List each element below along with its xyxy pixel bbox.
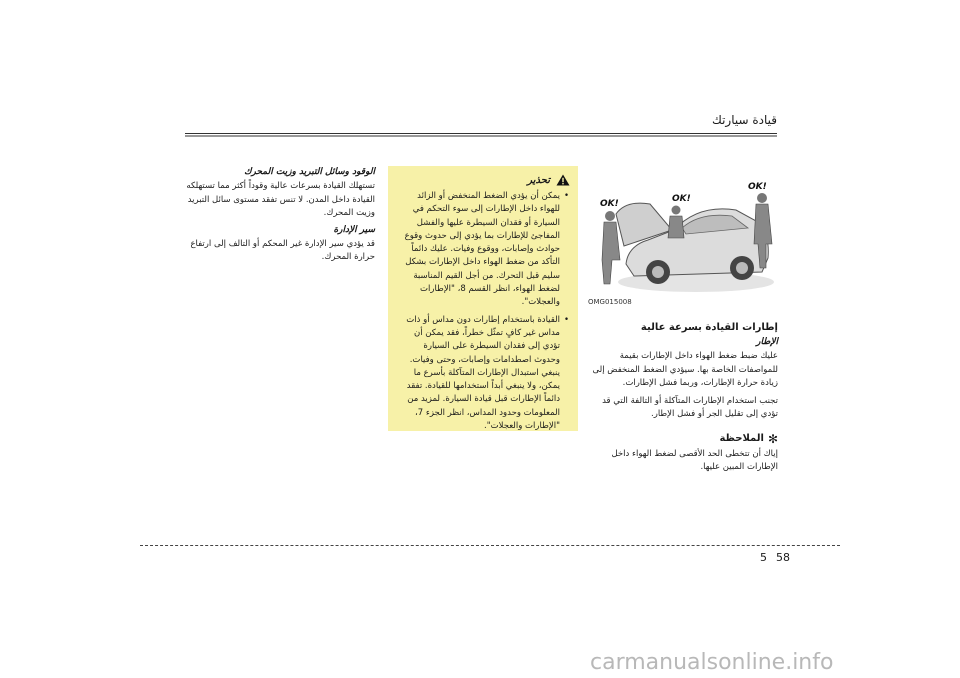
caution-heading xyxy=(586,432,778,446)
fuel-coolant-title: الوقود وسائل التبريد وزيت المحرك xyxy=(244,167,375,177)
watermark: carmanualsonline.info xyxy=(590,650,834,675)
warning-list xyxy=(396,190,570,433)
subsection-title: الإطار xyxy=(756,337,778,347)
paragraph-tire-pressure: عليك ضبط ضغط الهواء داخل الإطارات بقيمة للمواصفات الخاصة بها. سيؤدي الضغط المنخفض إلى زيادة حرارة الإطارات، وربما فشل الإطارات. xyxy=(592,351,778,388)
right-column xyxy=(586,164,778,479)
ok-label-right: OK! xyxy=(748,182,767,192)
footer-rule xyxy=(140,545,840,546)
section-title: إطارات القيادة بسرعة عالية xyxy=(640,322,778,333)
illustration-code: OMG015008 xyxy=(588,298,632,306)
asterisk-icon: ✻ xyxy=(767,431,778,446)
ok-label-center: OK! xyxy=(672,194,691,204)
car-illustration xyxy=(586,164,778,314)
drive-belt-title: سير الإدارة xyxy=(333,224,375,235)
warning-box xyxy=(388,166,578,431)
warning-heading xyxy=(396,174,570,186)
header-title: قيادة سيارتك xyxy=(711,113,777,127)
fuel-coolant-paragraph: تستهلك القيادة بسرعات عالية وقوداً أكثر مما تستهلكه القيادة داخل المدن. لا تنس تفقد مستوى سائل التبريد وزيت المحرك. xyxy=(186,181,375,218)
left-column xyxy=(185,165,375,269)
warning-item: • القيادة باستخدام إطارات دون مداس أو ذات مداس غير كافٍ تمثّل خطراً، فقد يمكن أن تؤدي إلى فقدان السيطرة على السيارة وحدوث اصطدامات وإصابات، وحتى وفيات. ينبغي استبدال الإطارات المتآكلة بأسرع ما يمكن، ولا ينبغي أبداً استخدامها للقيادة. تفقد دائماً الإطارات قبل قيادة السيارة. لمزيد من المعلومات وحدود المداس، انظر الجزء 7، "الإطارات والعجلات". xyxy=(396,314,560,434)
caution-text: إياك أن تتخطى الحد الأقصى لضغط الهواء داخل الإطارات المبين عليها. xyxy=(611,448,778,472)
warning-title: تحذير xyxy=(527,174,550,186)
paragraph-worn-tires: تجنب استخدام الإطارات المتآكلة أو التالفة التي قد تؤدي إلى تقليل الجر أو فشل الإطار. xyxy=(602,395,778,419)
page-number: 58 xyxy=(776,551,790,564)
ok-label-left: OK! xyxy=(600,199,619,209)
header-rule xyxy=(185,133,777,137)
page-section-number: 5 xyxy=(760,551,767,564)
caution-title: الملاحظة xyxy=(719,433,764,444)
warning-item: • يمكن أن يؤدي الضغط المنخفض أو الزائد للهواء داخل الإطارات إلى سوء التحكم في السيارة أو فقدان السيطرة عليها والفشل المفاجئ للإطارات بما يؤدي إلى حدوث وقوع حوادث وإصابات، ووقوع وفيات. عليك دائماً التأكد من ضغط الهواء داخل الإطارات بشكل سليم قبل التحرك. من أجل القيم المناسبة لضغط الهواء، انظر القسم 8، "الإطارات والعجلات". xyxy=(396,190,560,310)
warning-triangle-icon xyxy=(556,174,570,186)
drive-belt-paragraph: قد يؤدي سير الإدارة غير المحكم أو التالف إلى ارتفاع حرارة المحرك. xyxy=(190,238,375,262)
